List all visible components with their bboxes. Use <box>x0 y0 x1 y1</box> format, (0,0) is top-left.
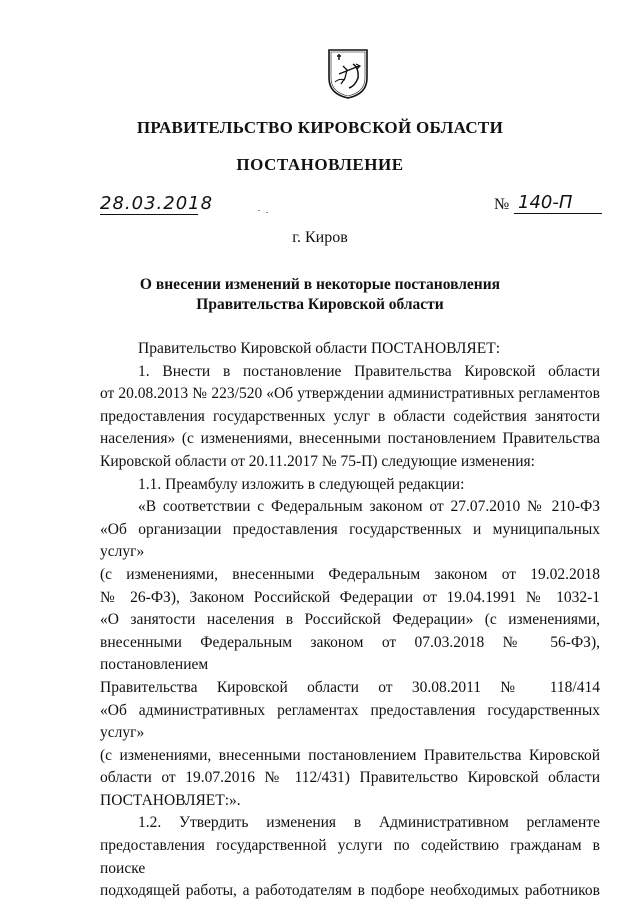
document-type: ПОСТАНОВЛЕНИЕ <box>236 155 404 174</box>
body-line: «О занятости населения в Российской Федерации» (с изменениями, <box>100 611 600 629</box>
subject-line-2: Правительства Кировской области <box>196 296 444 313</box>
document-body <box>100 338 600 903</box>
body-line: предоставления государственной услуги по содействию гражданам в поиске <box>100 837 600 877</box>
body-line: (с изменениями, внесенными постановлением Правительства Кировской <box>100 746 600 764</box>
body-line: предоставления государственных услуг в области содействия занятости <box>100 407 600 425</box>
body-line: «В соответствии с Федеральным законом от 27.07.2010 № 210-ФЗ <box>138 498 600 516</box>
body-line: Правительство Кировской области ПОСТАНОВЛЯЕТ: <box>138 340 501 357</box>
coat-of-arms-icon <box>325 44 371 100</box>
body-line: 1.2. Утвердить изменения в Административном регламенте <box>138 814 600 832</box>
body-line: «Об административных регламентах предоставления государственных услуг» <box>100 701 600 742</box>
body-line: 1.1. Преамбулу изложить в следующей редакции: <box>138 475 465 493</box>
document-subject <box>0 275 640 315</box>
number-label: № <box>494 196 510 213</box>
organization-name: ПРАВИТЕЛЬСТВО КИРОВСКОЙ ОБЛАСТИ <box>136 118 504 137</box>
body-line: (с изменениями, внесенными Федеральным законом от 19.02.2018 <box>100 565 600 583</box>
city: г. Киров <box>292 229 348 246</box>
subject-line-1: О внесении изменений в некоторые постановления <box>139 276 501 293</box>
body-line: населения» (с изменениями, внесенными постановлением Правительства <box>100 430 600 448</box>
body-line: от 20.08.2013 № 223/520 «Об утверждении административных регламентов <box>100 385 600 403</box>
document-date: 28.03.2018 <box>100 193 214 214</box>
document-number: 140-П <box>514 193 602 214</box>
body-line: ПОСТАНОВЛЯЕТ:». <box>100 791 241 809</box>
body-line: Кировской области от 20.11.2017 № 75-П) следующие изменения: <box>100 452 535 470</box>
body-line: № 26-ФЗ), Законом Российской Федерации от 19.04.1991 № 1032-1 <box>100 588 600 606</box>
body-line: области от 19.07.2016 № 112/431) Правительство Кировской области <box>100 769 600 787</box>
body-line: подходящей работы, а работодателям в подборе необходимых работников <box>100 882 600 900</box>
body-line: 1. Внести в постановление Правительства Кировской области <box>138 362 600 380</box>
body-line: Правительства Кировской области от 30.08.2011 № 118/414 <box>100 678 600 696</box>
body-line: «Об организации предоставления государственных и муниципальных услуг» <box>100 520 600 561</box>
body-line: внесенными Федеральным законом от 07.03.2018 № 56-ФЗ), постановлением <box>100 633 600 674</box>
